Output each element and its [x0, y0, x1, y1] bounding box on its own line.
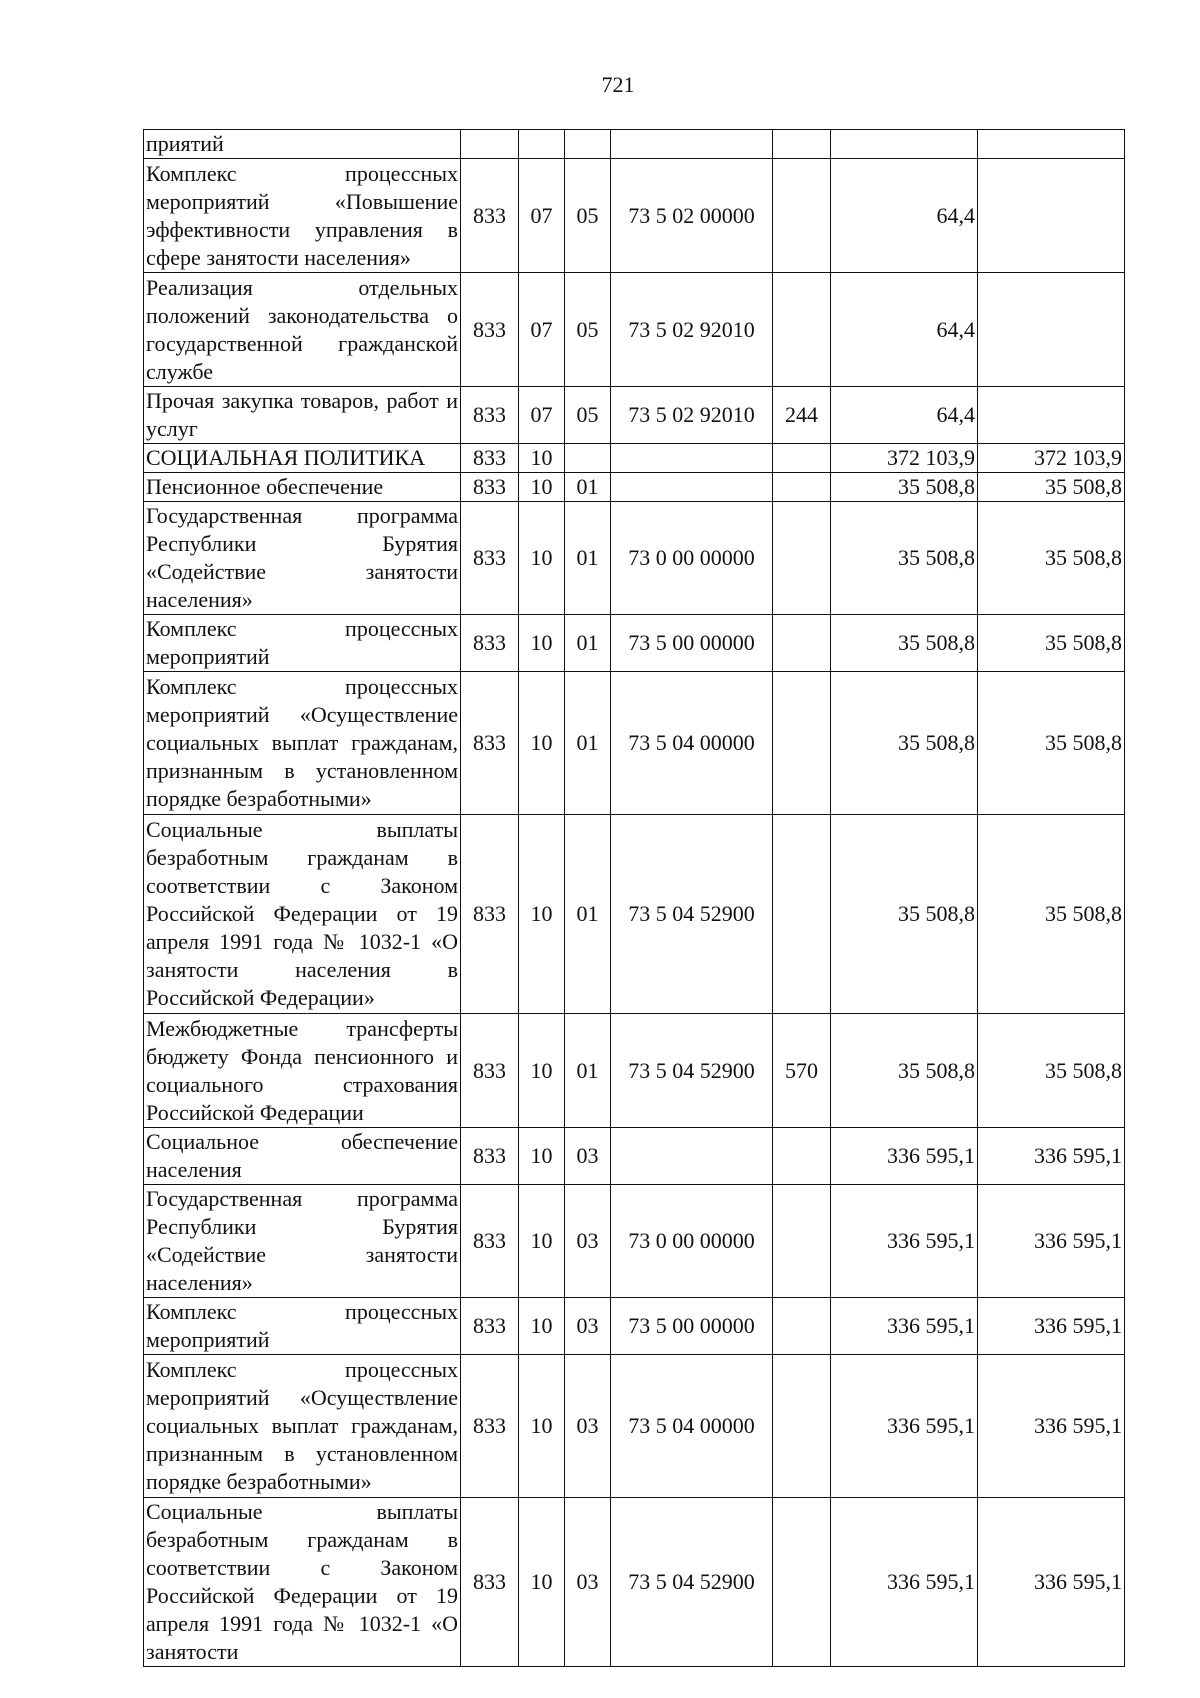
amount-2: 35 508,8 — [978, 615, 1125, 672]
amount-1 — [831, 130, 978, 159]
section-code: 10 — [519, 444, 565, 473]
target-article-code: 73 5 04 00000 — [611, 672, 773, 815]
section-code: 10 — [519, 815, 565, 1014]
amount-1: 64,4 — [831, 387, 978, 444]
amount-1: 64,4 — [831, 159, 978, 273]
expense-type-code — [773, 1128, 831, 1185]
table-row — [144, 502, 1125, 615]
amount-2: 336 595,1 — [978, 1355, 1125, 1498]
section-code: 10 — [519, 473, 565, 502]
table-row — [144, 1498, 1125, 1667]
amount-1: 35 508,8 — [831, 615, 978, 672]
page-number: 721 — [601, 72, 635, 97]
amount-1: 64,4 — [831, 273, 978, 387]
section-code: 10 — [519, 1498, 565, 1667]
target-article-code: 73 5 04 52900 — [611, 1498, 773, 1667]
ved-code — [461, 130, 519, 159]
amount-2: 35 508,8 — [978, 1014, 1125, 1128]
table-row — [144, 444, 1125, 473]
amount-2: 336 595,1 — [978, 1185, 1125, 1298]
target-article-code — [611, 444, 773, 473]
section-code: 07 — [519, 387, 565, 444]
ved-code: 833 — [461, 273, 519, 387]
target-article-code — [611, 1128, 773, 1185]
amount-1: 336 595,1 — [831, 1298, 978, 1355]
target-article-code — [611, 130, 773, 159]
target-article-code: 73 5 04 52900 — [611, 1014, 773, 1128]
table-row — [144, 473, 1125, 502]
subsection-code: 03 — [565, 1185, 611, 1298]
expense-type-code — [773, 502, 831, 615]
expense-type-code — [773, 1185, 831, 1298]
row-name: Государственная программа Республики Бурятия «Содействие занятости населения» — [144, 1185, 461, 1298]
ved-code: 833 — [461, 1128, 519, 1185]
subsection-code: 03 — [565, 1128, 611, 1185]
amount-1: 336 595,1 — [831, 1355, 978, 1498]
amount-1: 336 595,1 — [831, 1498, 978, 1667]
amount-2 — [978, 130, 1125, 159]
table-row — [144, 1298, 1125, 1355]
subsection-code: 05 — [565, 273, 611, 387]
row-name: Социальное обеспечение населения — [144, 1128, 461, 1185]
table-row — [144, 273, 1125, 387]
subsection-code: 01 — [565, 473, 611, 502]
ved-code: 833 — [461, 1014, 519, 1128]
expense-type-code — [773, 815, 831, 1014]
section-code: 10 — [519, 502, 565, 615]
subsection-code: 01 — [565, 1014, 611, 1128]
row-name: Комплекс процессных мероприятий — [144, 615, 461, 672]
target-article-code: 73 5 04 52900 — [611, 815, 773, 1014]
ved-code: 833 — [461, 444, 519, 473]
subsection-code: 05 — [565, 387, 611, 444]
expense-type-code — [773, 473, 831, 502]
subsection-code — [565, 130, 611, 159]
expense-type-code: 570 — [773, 1014, 831, 1128]
row-name: Социальные выплаты безработным гражданам в соответствии с Законом Российской Федерации от 19 апреля 1991 года № 1032-1 «О занятости — [144, 1498, 461, 1667]
table-row — [144, 159, 1125, 273]
amount-2: 336 595,1 — [978, 1498, 1125, 1667]
row-name: Комплекс процессных мероприятий — [144, 1298, 461, 1355]
expense-type-code — [773, 444, 831, 473]
table-row — [144, 1128, 1125, 1185]
table-row — [144, 815, 1125, 1014]
target-article-code: 73 5 04 00000 — [611, 1355, 773, 1498]
subsection-code: 01 — [565, 615, 611, 672]
row-name: Межбюджетные трансферты бюджету Фонда пенсионного и социального страхования Российской Федерации — [144, 1014, 461, 1128]
subsection-code: 03 — [565, 1298, 611, 1355]
ved-code: 833 — [461, 502, 519, 615]
subsection-code: 01 — [565, 672, 611, 815]
subsection-code: 03 — [565, 1498, 611, 1667]
amount-1: 35 508,8 — [831, 815, 978, 1014]
target-article-code: 73 5 00 00000 — [611, 1298, 773, 1355]
row-name: Комплекс процессных мероприятий «Осуществление социальных выплат гражданам, признанным в установленном порядке безработными» — [144, 1355, 461, 1498]
row-name: Социальные выплаты безработным гражданам в соответствии с Законом Российской Федерации от 19 апреля 1991 года № 1032-1 «О занятости населения в Российской Федерации» — [144, 815, 461, 1014]
subsection-code: 01 — [565, 815, 611, 1014]
section-code: 10 — [519, 1185, 565, 1298]
amount-1: 35 508,8 — [831, 502, 978, 615]
ved-code: 833 — [461, 1498, 519, 1667]
table-row — [144, 1355, 1125, 1498]
table-row — [144, 1185, 1125, 1298]
target-article-code: 73 0 00 00000 — [611, 502, 773, 615]
ved-code: 833 — [461, 473, 519, 502]
table-row — [144, 672, 1125, 815]
section-code: 10 — [519, 672, 565, 815]
amount-2: 336 595,1 — [978, 1128, 1125, 1185]
ved-code: 833 — [461, 1185, 519, 1298]
target-article-code: 73 5 02 00000 — [611, 159, 773, 273]
ved-code: 833 — [461, 672, 519, 815]
target-article-code: 73 5 02 92010 — [611, 387, 773, 444]
amount-2: 336 595,1 — [978, 1298, 1125, 1355]
ved-code: 833 — [461, 387, 519, 444]
amount-1: 336 595,1 — [831, 1185, 978, 1298]
subsection-code — [565, 444, 611, 473]
ved-code: 833 — [461, 815, 519, 1014]
amount-2: 372 103,9 — [978, 444, 1125, 473]
amount-2 — [978, 387, 1125, 444]
subsection-code: 03 — [565, 1355, 611, 1498]
row-name: Пенсионное обеспечение — [144, 473, 461, 502]
section-code: 10 — [519, 1355, 565, 1498]
amount-1: 336 595,1 — [831, 1128, 978, 1185]
ved-code: 833 — [461, 159, 519, 273]
amount-1: 35 508,8 — [831, 672, 978, 815]
table-row — [144, 1014, 1125, 1128]
section-code: 10 — [519, 615, 565, 672]
row-name: приятий — [144, 130, 461, 159]
expense-type-code — [773, 1498, 831, 1667]
target-article-code: 73 0 00 00000 — [611, 1185, 773, 1298]
amount-2 — [978, 159, 1125, 273]
expense-type-code — [773, 159, 831, 273]
table-row — [144, 615, 1125, 672]
amount-1: 35 508,8 — [831, 1014, 978, 1128]
expense-type-code — [773, 1355, 831, 1498]
amount-2: 35 508,8 — [978, 815, 1125, 1014]
subsection-code: 01 — [565, 502, 611, 615]
section-code — [519, 130, 565, 159]
row-name: СОЦИАЛЬНАЯ ПОЛИТИКА — [144, 444, 461, 473]
ved-code: 833 — [461, 1298, 519, 1355]
amount-1: 35 508,8 — [831, 473, 978, 502]
subsection-code: 05 — [565, 159, 611, 273]
expense-type-code — [773, 615, 831, 672]
table-row — [144, 130, 1125, 159]
row-name: Государственная программа Республики Бурятия «Содействие занятости населения» — [144, 502, 461, 615]
target-article-code: 73 5 02 92010 — [611, 273, 773, 387]
expense-type-code — [773, 1298, 831, 1355]
budget-table — [143, 129, 1125, 1667]
section-code: 10 — [519, 1014, 565, 1128]
row-name: Комплекс процессных мероприятий «Осуществление социальных выплат гражданам, признанным в установленном порядке безработными» — [144, 672, 461, 815]
section-code: 07 — [519, 159, 565, 273]
row-name: Прочая закупка товаров, работ и услуг — [144, 387, 461, 444]
expense-type-code — [773, 130, 831, 159]
amount-1: 372 103,9 — [831, 444, 978, 473]
section-code: 07 — [519, 273, 565, 387]
target-article-code — [611, 473, 773, 502]
row-name: Комплекс процессных мероприятий «Повышение эффективности управления в сфере занятости населения» — [144, 159, 461, 273]
table-row — [144, 387, 1125, 444]
ved-code: 833 — [461, 615, 519, 672]
target-article-code: 73 5 00 00000 — [611, 615, 773, 672]
expense-type-code — [773, 672, 831, 815]
amount-2: 35 508,8 — [978, 473, 1125, 502]
expense-type-code — [773, 273, 831, 387]
amount-2: 35 508,8 — [978, 502, 1125, 615]
expense-type-code: 244 — [773, 387, 831, 444]
section-code: 10 — [519, 1128, 565, 1185]
amount-2 — [978, 273, 1125, 387]
row-name: Реализация отдельных положений законодательства о государственной гражданской службе — [144, 273, 461, 387]
amount-2: 35 508,8 — [978, 672, 1125, 815]
section-code: 10 — [519, 1298, 565, 1355]
ved-code: 833 — [461, 1355, 519, 1498]
